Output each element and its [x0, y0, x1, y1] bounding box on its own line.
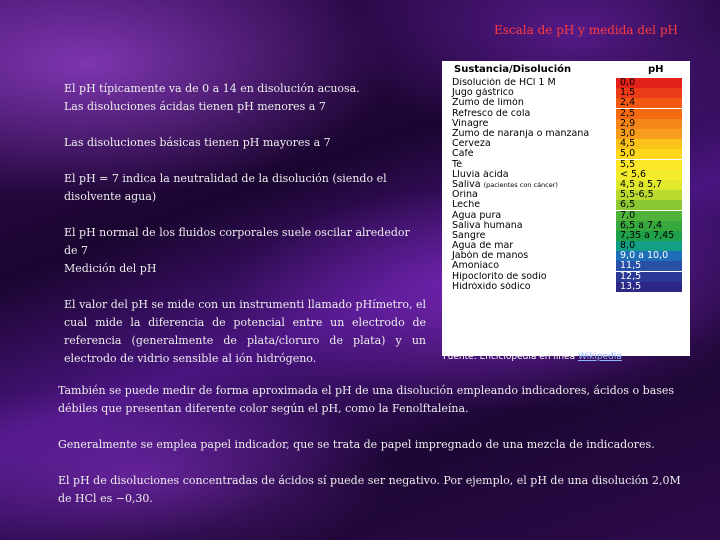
substance-cell	[442, 149, 616, 159]
ph-value-cell: 4,5 a 5,7	[616, 180, 682, 190]
substance-cell	[442, 221, 616, 231]
header-ph: pH	[648, 64, 664, 75]
ph-scale-table	[442, 61, 690, 356]
substance-cell	[442, 231, 616, 241]
substance-cell	[442, 78, 616, 88]
substance-cell	[442, 241, 616, 251]
substance-name: Agua pura	[452, 210, 502, 221]
table-caption	[443, 352, 622, 362]
table-row	[442, 129, 690, 139]
substance-name: Saliva humana	[452, 220, 523, 231]
ph-value-cell: 1,5	[616, 88, 682, 98]
paragraph-phmeter: El valor del pH se mide con un instrumenti llamado pHímetro, el cual mide la diferencia de potencial entre un electrodo de referencia (generalmente de plata/cloruro de plata) y un electrodo de vidrio sensible al ión hidrógeno.	[64, 298, 426, 365]
table-row	[442, 272, 690, 282]
ph-value-cell: 8,0	[616, 241, 682, 251]
substance-name: Jugo gástrico	[452, 88, 514, 99]
substance-cell	[442, 251, 616, 261]
ph-value-cell: 5,5-6,5	[616, 190, 682, 200]
table-row	[442, 251, 690, 261]
ph-value-cell: 7,35 a 7,45	[616, 231, 682, 241]
paragraph-acidic: Las disoluciones ácidas tienen pH menores a 7	[64, 100, 326, 113]
table-row	[442, 78, 690, 88]
substance-name: Jabón de manos	[452, 251, 529, 262]
ph-value-cell: 4,5	[616, 139, 682, 149]
wikipedia-link[interactable]: Wikipedia	[577, 352, 622, 362]
substance-name: Hidróxido sódico	[452, 281, 531, 292]
table-row	[442, 282, 690, 292]
substance-cell	[442, 119, 616, 129]
ph-value-cell: 2,4	[616, 98, 682, 108]
table-row	[442, 190, 690, 200]
substance-name: Cerveza	[452, 139, 491, 150]
substance-name: Disolución de HCl 1 M	[452, 78, 556, 89]
substance-cell	[442, 272, 616, 282]
substance-cell	[442, 98, 616, 108]
substance-cell	[442, 88, 616, 98]
substance-cell	[442, 170, 616, 180]
ph-value-cell: 5,0	[616, 149, 682, 159]
paragraph-ph-range: El pH típicamente va de 0 a 14 en disolución acuosa.	[64, 82, 360, 95]
substance-name: Orina	[452, 190, 478, 201]
table-row	[442, 109, 690, 119]
substance-cell	[442, 139, 616, 149]
header-substance: Sustancia/Disolución	[454, 64, 572, 75]
ph-value-cell: 9,0 a 10,0	[616, 251, 682, 261]
table-row	[442, 139, 690, 149]
substance-name: Leche	[452, 200, 481, 211]
paragraph-indicator-paper: Generalmente se emplea papel indicador, que se trata de papel impregnado de una mezcla de indicadores.	[58, 438, 655, 451]
paragraph-indicators: También se puede medir de forma aproximada el pH de una disolución empleando indicadores, ácidos o bases débiles que presentan diferente color según el pH, como la Fenolftaleína.	[58, 384, 675, 415]
table-row	[442, 88, 690, 98]
caption-text: Fuente: Enciclopedia en línea	[443, 352, 578, 362]
table-row	[442, 98, 690, 108]
substance-name: Hipoclorito de sodio	[452, 271, 547, 282]
ph-value-cell: 12,5	[616, 272, 682, 282]
ph-value-cell: 6,5 a 7,4	[616, 221, 682, 231]
paragraph-basic: Las disoluciones básicas tienen pH mayores a 7	[64, 136, 331, 149]
substance-cell	[442, 109, 616, 119]
substance-name: Saliva	[452, 179, 481, 190]
table-row	[442, 261, 690, 271]
substance-cell	[442, 180, 616, 190]
table-header	[442, 61, 690, 78]
ph-value-cell: 11,5	[616, 261, 682, 271]
paragraph-neutral: El pH = 7 indica la neutralidad de la disolución (siendo el disolvente agua)	[64, 172, 387, 203]
ph-value-cell: 6,5	[616, 200, 682, 210]
slide-title: Escala de pH y medida del pH	[494, 23, 678, 37]
table-row	[442, 160, 690, 170]
substance-note: (pacientes con cáncer)	[483, 180, 558, 189]
substance-name: Vinagre	[452, 118, 489, 129]
ph-value-cell: 3,0	[616, 129, 682, 139]
substance-cell	[442, 282, 616, 292]
ph-value-cell: 2,9	[616, 119, 682, 129]
table-row	[442, 119, 690, 129]
substance-name: Refresco de cola	[452, 108, 531, 119]
ph-value-cell: 0,0	[616, 78, 682, 88]
substance-name: Té	[452, 159, 463, 170]
substance-name: Agua de mar	[452, 241, 514, 252]
substance-cell	[442, 129, 616, 139]
table-row	[442, 200, 690, 210]
ph-value-cell: 5,5	[616, 160, 682, 170]
substance-name: Zumo de limón	[452, 98, 524, 109]
substance-cell	[442, 200, 616, 210]
substance-cell	[442, 190, 616, 200]
substance-cell	[442, 261, 616, 271]
substance-name: Amoníaco	[452, 261, 500, 272]
ph-value-cell: 7,0	[616, 211, 682, 221]
substance-name: Café	[452, 149, 474, 160]
substance-name: Sangre	[452, 230, 486, 241]
ph-value-cell: 13,5	[616, 282, 682, 292]
paragraph-measurement-heading: Medición del pH	[64, 262, 157, 275]
ph-value-cell: 2,5	[616, 109, 682, 119]
table-body	[442, 78, 690, 292]
table-row	[442, 149, 690, 159]
substance-cell	[442, 211, 616, 221]
substance-cell	[442, 160, 616, 170]
substance-name: Lluvia ácida	[452, 169, 509, 180]
ph-value-cell: < 5,6	[616, 170, 682, 180]
paragraph-body-fluids: El pH normal de los fluidos corporales suele oscilar alrededor de 7	[64, 226, 410, 257]
substance-name: Zumo de naranja o manzana	[452, 129, 590, 140]
table-row	[442, 231, 690, 241]
paragraph-negative-ph: El pH de disoluciones concentradas de ácidos sí puede ser negativo. Por ejemplo, el pH de una disolución 2,0M de HCl es −0,30.	[58, 474, 681, 505]
